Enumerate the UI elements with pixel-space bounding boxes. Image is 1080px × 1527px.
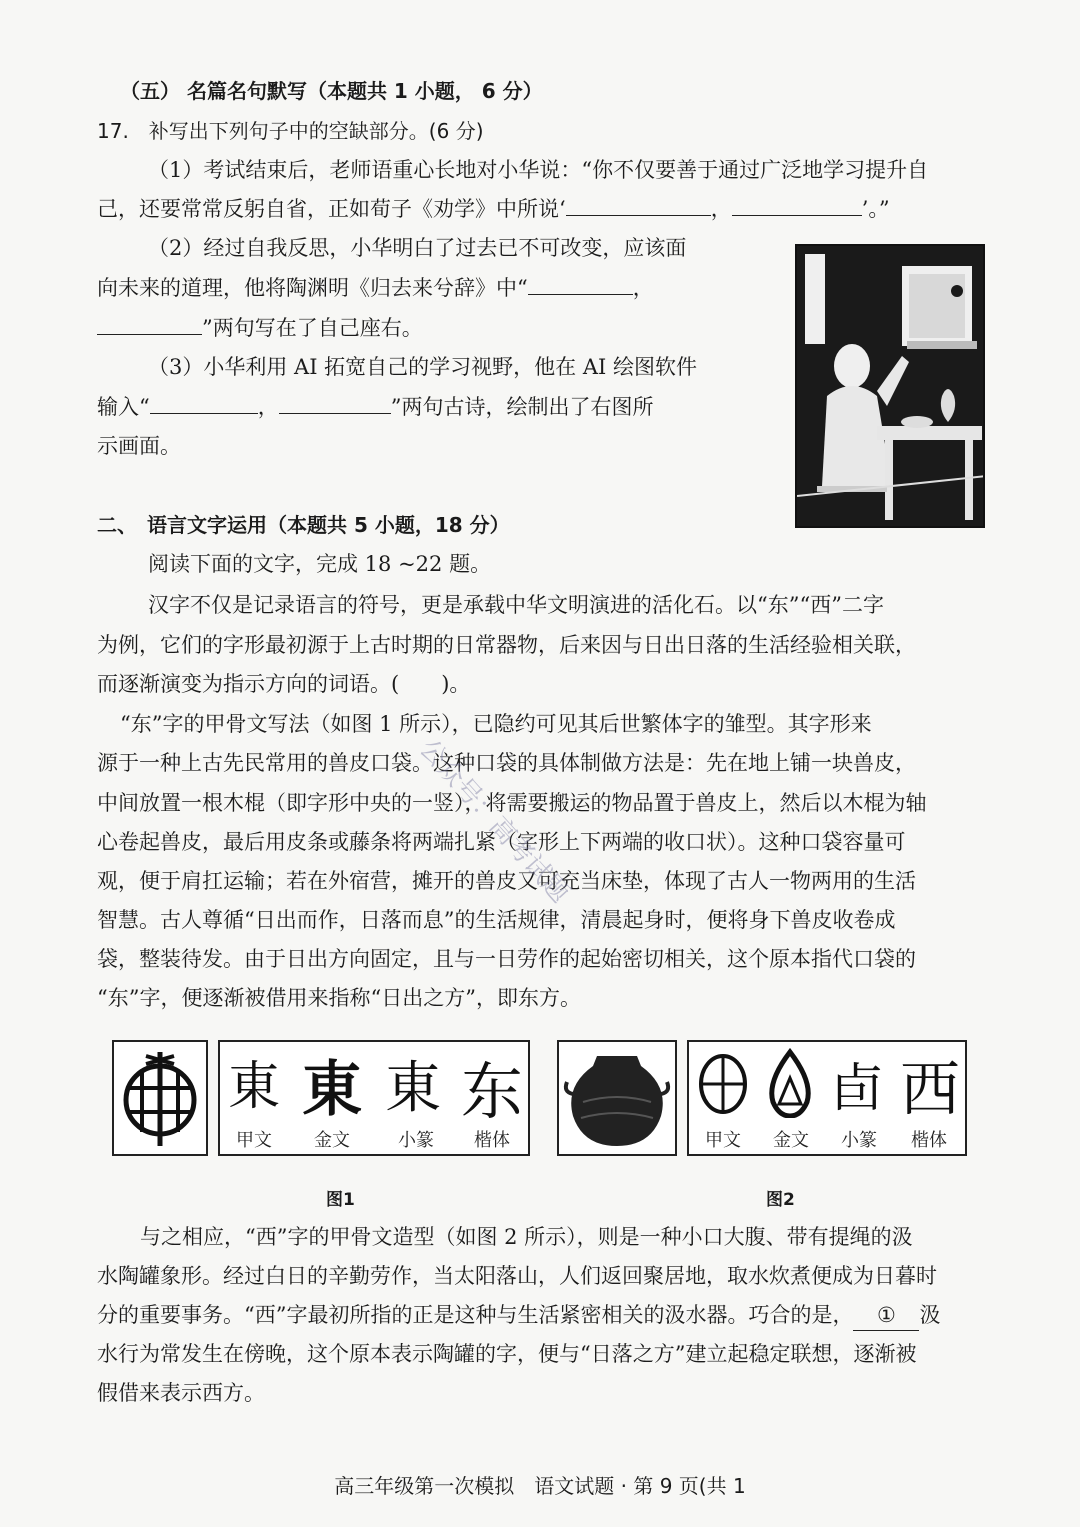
- text: 汲: [919, 1303, 941, 1327]
- passage-line: 假借来表示西方。: [97, 1381, 265, 1405]
- passage-line: 水陶罐象形。经过白日的辛勤劳作，当太阳落山，人们返回聚居地，取水炊煮便成为日暮时: [97, 1264, 937, 1288]
- fill-blank[interactable]: [732, 193, 862, 216]
- q17-part1-line2: [97, 193, 890, 224]
- fig1-glyph-box: [218, 1040, 530, 1156]
- fig2-glyph-box: [687, 1040, 967, 1156]
- passage-line: “东”字，便逐渐被借用来指称“日出之方”，即东方。: [97, 986, 581, 1010]
- text: ’。”: [861, 197, 890, 221]
- fill-blank[interactable]: [566, 193, 711, 216]
- caption: 金文: [773, 1130, 809, 1151]
- fig2-artifact-box: [557, 1040, 677, 1156]
- part2-title: 二、 语言文字运用（本题共 5 小题，18 分）: [97, 513, 510, 537]
- caption: 楷体: [911, 1130, 947, 1151]
- woodcut-scene-icon: [797, 246, 985, 528]
- q17-part1-line1: （1）考试结束后，老师语重心长地对小华说：“你不仅要善于通过广泛地学习提升自: [148, 158, 929, 182]
- passage-line: 智慧。古人尊循“日出而作，日落而息”的生活规律，清晨起身时，便将身下兽皮收卷成: [97, 908, 896, 932]
- scholar-illustration: [795, 244, 985, 528]
- caption: 甲文: [705, 1130, 741, 1151]
- fig1-artifact-box: [112, 1040, 208, 1156]
- figure-1-label: 图1: [326, 1190, 355, 1210]
- passage-line: 而逐渐演变为指示方向的词语。( )。: [97, 672, 471, 696]
- text: ，: [257, 395, 279, 419]
- glyph-xiaozhuan: 卣: [830, 1059, 883, 1119]
- passage-line: [97, 1300, 940, 1331]
- caption: 甲文: [236, 1130, 272, 1151]
- fill-blank[interactable]: [279, 391, 391, 414]
- q17-part2-line2: [97, 272, 654, 303]
- fill-blank[interactable]: [150, 391, 258, 414]
- glyph-kaiti: 东: [460, 1055, 523, 1128]
- passage-line: 源于一种上古先民常用的兽皮口袋。这种口袋的具体制做方法是：先在地上铺一块兽皮，: [97, 751, 916, 775]
- caption: 楷体: [474, 1130, 510, 1151]
- page-footer: 高三年级第一次模拟 语文试题 · 第 9 页(共 1: [334, 1474, 746, 1498]
- text: 向未来的道理，他将陶渊明《归去来兮辞》中“: [97, 276, 528, 300]
- passage-line: 心卷起兽皮，最后用皮条或藤条将两端扎紧（字形上下两端的收口状）。这种口袋容量可: [97, 830, 906, 854]
- q17-part3-line2: [97, 391, 654, 422]
- hide-bag-icon: [114, 1042, 206, 1154]
- passage-line: 汉字不仅是记录语言的符号，更是承载中华文明演进的活化石。以“东”“西”二字: [148, 593, 884, 617]
- watermark: 公众号：高考试题: [413, 734, 575, 909]
- answer-blank-1[interactable]: ①: [853, 1300, 919, 1331]
- text: 己，还要常常反躬自省，正如荀子《劝学》中所说‘: [97, 197, 566, 221]
- fill-blank[interactable]: [528, 272, 633, 295]
- passage-line: 水行为常发生在傍晚，这个原本表示陶罐的字，便与“日落之方”建立起稳定联想，逐渐被: [97, 1342, 917, 1366]
- question-17-stem: 17. 补写出下列句子中的空缺部分。(6 分): [97, 119, 484, 143]
- section-title: （五） 名篇名句默写（本题共 1 小题， 6 分）: [120, 79, 543, 103]
- passage-line: “东”字的甲骨文写法（如图 1 所示），已隐约可见其后世繁体字的雏型。其字形来: [120, 712, 872, 736]
- text: 分的重要事务。“西”字最初所指的正是这种与生活紧密相关的汲水器。巧合的是，: [97, 1303, 854, 1327]
- glyph-jiaguwen: 東: [227, 1057, 280, 1117]
- glyph-kaiti: 西: [900, 1055, 960, 1125]
- caption: 小篆: [398, 1130, 434, 1151]
- caption: 小篆: [841, 1130, 877, 1151]
- text: 输入“: [97, 395, 150, 419]
- fill-blank[interactable]: [97, 312, 202, 335]
- q17-part2-line3: [97, 312, 423, 343]
- text: ”两句古诗，绘制出了右图所: [390, 395, 654, 419]
- glyph-jinwen: 東: [302, 1055, 362, 1125]
- passage-line: 为例，它们的字形最初源于上古时期的日常器物，后来因与日出日落的生活经验相关联，: [97, 633, 916, 657]
- figure-2-label: 图2: [766, 1190, 795, 1210]
- passage-line: 中间放置一根木棍（即字形中央的一竖），将需要搬运的物品置于兽皮上，然后以木棍为轴: [97, 791, 927, 815]
- glyph-jiaguwen-xi-icon: [695, 1050, 751, 1116]
- passage-line: 袋，整装待发。由于日出方向固定，且与一日劳作的起始密切相关，这个原本指代口袋的: [97, 947, 916, 971]
- passage-line: 观，便于肩扛运输；若在外宿营，摊开的兽皮又可充当床垫，体现了古人一物两用的生活: [97, 869, 916, 893]
- glyph-xiaozhuan: 東: [385, 1056, 441, 1121]
- text: ，: [710, 197, 732, 221]
- caption: 金文: [314, 1130, 350, 1151]
- passage-line: 与之相应，“西”字的甲骨文造型（如图 2 所示），则是一种小口大腹、带有提绳的汲: [140, 1225, 913, 1249]
- text: ”两句写在了自己座右。: [202, 316, 423, 340]
- text: ，: [632, 276, 654, 300]
- glyph-jinwen-xi-icon: [765, 1048, 815, 1118]
- part2-instruction: 阅读下面的文字，完成 18 ~22 题。: [148, 552, 492, 576]
- clay-jar-icon: [559, 1042, 675, 1154]
- q17-part2-line1: （2）经过自我反思，小华明白了过去已不可改变，应该面: [148, 236, 687, 260]
- q17-part3-line3: 示画面。: [97, 434, 181, 458]
- q17-part3-line1: （3）小华利用 AI 拓宽自己的学习视野，他在 AI 绘图软件: [148, 355, 697, 379]
